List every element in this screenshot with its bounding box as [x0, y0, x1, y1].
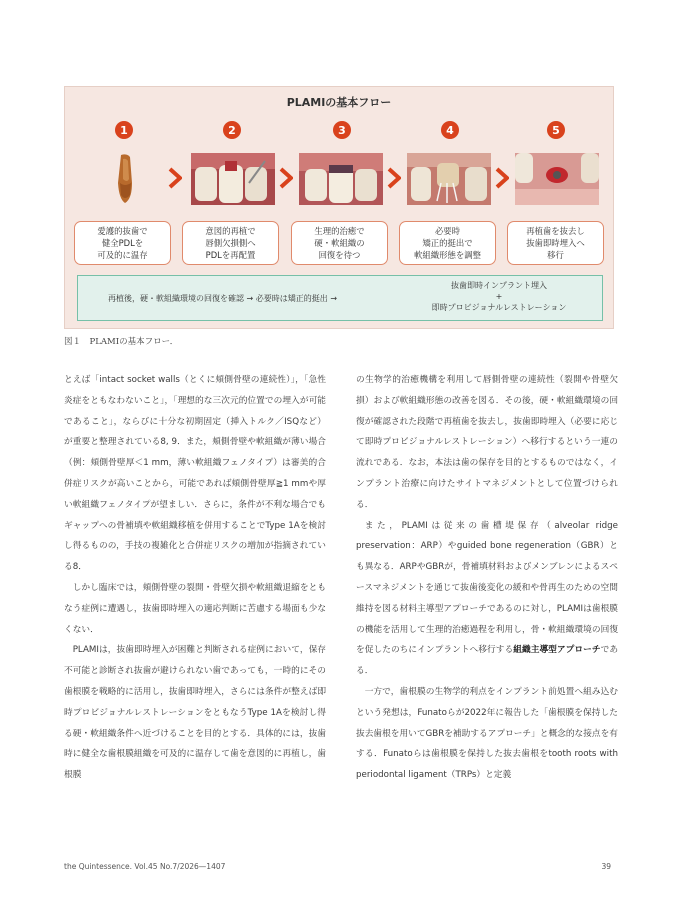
paragraph-text: である． [356, 645, 619, 677]
step-box-3: 生理的治癒で 硬・軟組織の 回復を待つ [291, 221, 388, 265]
chevron-right-icon [495, 167, 509, 189]
right-column [356, 370, 618, 786]
paragraph: 一方で，歯根膜の生物学的利点をインプラント前処置へ組み込むという発想は，Funatoらが2022年に報告した「歯根膜を保持した抜去歯根を用いてGBRを補助するアプローチ」と概念的な接点を有する．Funatoらは歯根膜を保持した抜去歯根をtooth roots with periodontal ligament（TRPs）と定義 [356, 686, 618, 781]
figure-title: PLAMIの基本フロー [286, 96, 392, 109]
step-box-4: 必要時 矯正的挺出で 軟組織形態を調整 [399, 221, 496, 265]
step-number-5: 5 [547, 121, 565, 139]
chevron-right-icon [279, 167, 293, 189]
step-box-1: 愛護的抜歯で 健全PDLを 可及的に温存 [74, 221, 171, 265]
paragraph [356, 516, 618, 682]
step-number-3: 3 [333, 121, 351, 139]
paragraph: とえば「intact socket walls（とくに頬側骨壁の連続性）」，「急性炎症をともなわないこと」，「理想的な三次元的位置での埋入が可能であること」，ならびに十分な初期固定（挿入トルク／ISQなど）が重要と整理されている8, 9．また，頬側骨壁や軟組織が薄い場合（例：頬側骨壁厚＜1 mm，薄い軟組織フェノタイプ）は審美的合併症リスクが高いことから，可能であれば頬側骨壁厚≧1 mmや厚い軟組織フェノタイプが望ましい．さらに，条件が不利な場合でもギャップへの骨補填や軟組織移植を併用することでType 1Aを検討し得るものの，手技の複雑化と合併症リスクの増加が指摘されている8． [64, 375, 326, 573]
flow-summary [77, 275, 603, 321]
paragraph-text: また，PLAMIは従来の歯槽堤保存（alveolar ridge preservation：ARP）やguided bone regeneration（GBR）とも異なる．ARPやGBRが，骨補填材料およびメンブレンによるスペースマネジメントを通じて抜歯後変化の緩和や骨再生のための空間維持を図る材料主導型アプローチであるのに対し，PLAMIは歯根膜の機能を活用して生理的治癒過程を利用し，骨・軟組織環境の回復を促したのちにインプラントへ移行する [356, 520, 618, 656]
implant-placement-photo [515, 153, 599, 205]
chevron-right-icon [387, 167, 401, 189]
flow-summary-right [404, 280, 594, 313]
extracted-tooth-photo [111, 153, 139, 205]
orthodontic-extrusion-photo [407, 153, 491, 205]
replantation-photo [191, 153, 275, 205]
flow-result-2: 即時プロビジョナルレストレーション [431, 303, 567, 312]
step-box-2: 意図的再植で 唇側欠損側へ PDLを再配置 [182, 221, 279, 265]
figure-box [64, 86, 614, 329]
step-number-4: 4 [441, 121, 459, 139]
figure-caption: 図１ PLAMIの基本フロー． [64, 337, 179, 347]
paragraph: の生物学的治癒機構を利用して唇側骨壁の連続性（裂開や骨壁欠損）および軟組織形態の改善を図る．その後，硬・軟組織環境の回復が確認された段階で再植歯を抜去し，抜歯即時埋入（必要に応じて即時プロビジョナルレストレーション）へ移行するという一連の流れである．なお，本法は歯の保存を目的とするものではなく，インプラント治療に向けたサイトマネジメントとして位置づけられる． [356, 375, 618, 510]
flow-plus: + [495, 292, 503, 301]
healing-photo [299, 153, 383, 205]
emphasis-text: 組織主導型アプローチ [513, 645, 601, 656]
paragraph: PLAMIは，抜歯即時埋入が困難と判断される症例において，保存不可能と診断され抜歯が避けられない歯であっても，一時的にその歯根膜を戦略的に活用し，抜歯即時埋入，さらには条件が整えば即時プロビジョナルレストレーションをともなうType 1Aを検討し得る硬・軟組織条件へ近づけることを目的とする．具体的には，抜歯時に健全な歯根膜組織を可及的に温存して歯を意図的に再植し，歯根膜 [64, 645, 326, 781]
chevron-right-icon [168, 167, 182, 189]
flow-result-1: 抜歯即時インプラント埋入 [451, 281, 547, 290]
step-box-5: 再植歯を抜去し 抜歯即時埋入へ 移行 [507, 221, 604, 265]
paragraph: しかし臨床では，頬側骨壁の裂開・骨壁欠損や軟組織退縮をともなう症例に遭遇し，抜歯即時埋入の適応判断に苦慮する場面も少なくない． [64, 582, 326, 635]
step-number-1: 1 [115, 121, 133, 139]
flow-summary-left: 再植後，硬・軟組織環境の回復を確認 → 必要時は矯正的挺出 → [108, 294, 338, 303]
page-number: 39 [601, 862, 611, 871]
step-number-2: 2 [223, 121, 241, 139]
journal-footer: the Quintessence. Vol.45 No.7/2026—1407 [64, 862, 226, 871]
left-column [64, 370, 326, 786]
